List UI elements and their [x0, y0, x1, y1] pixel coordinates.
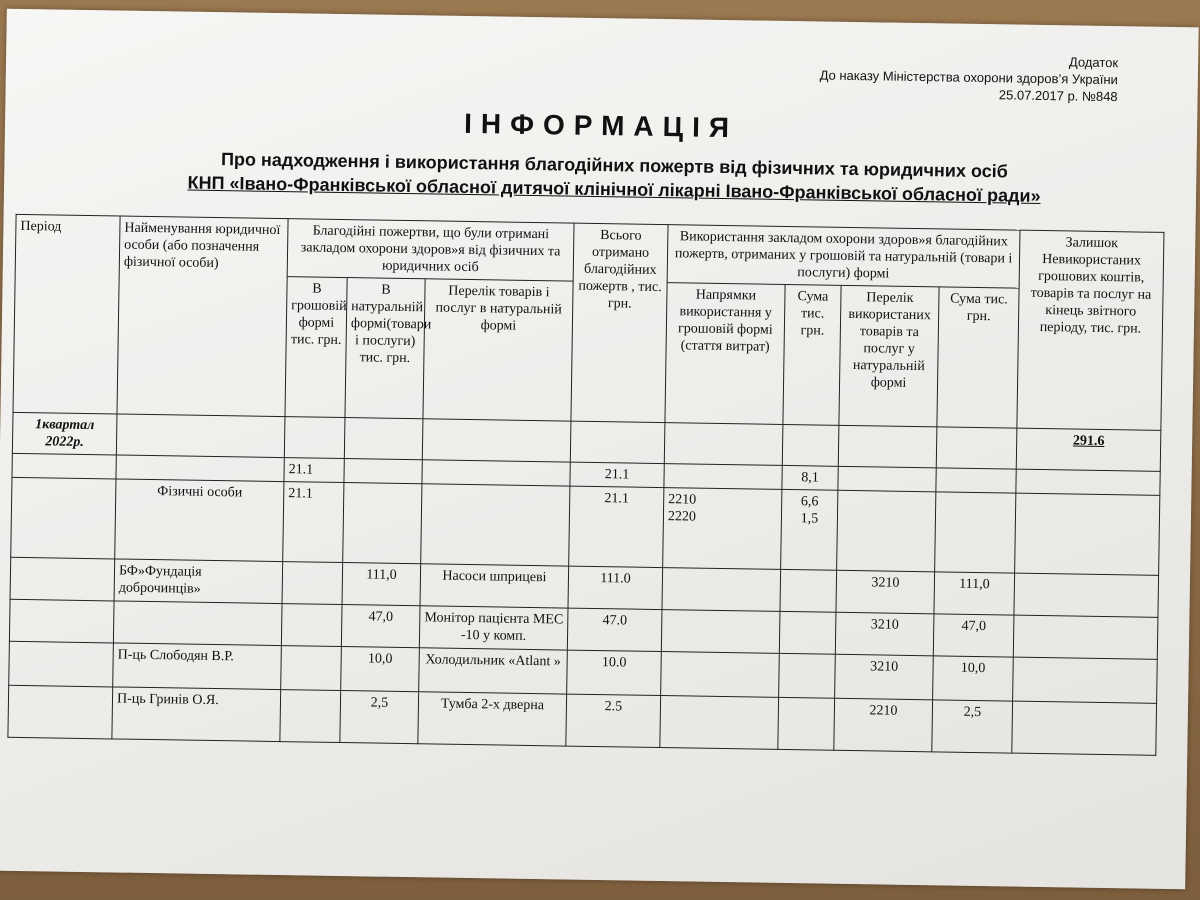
row-sum-goods: 10,0: [933, 656, 1014, 701]
row-natural: [344, 459, 422, 484]
row-name: П-ць Гринів О.Я.: [112, 687, 281, 742]
row-total: 21.1: [570, 462, 664, 487]
row-sum-goods: 47,0: [933, 614, 1014, 657]
header-sum-goods: Сума тис. грн.: [937, 287, 1019, 428]
annex-block: [819, 49, 1118, 105]
row-total: 111.0: [568, 566, 663, 609]
direction-code: 2220: [667, 509, 697, 525]
document-page: [0, 9, 1199, 890]
period-cell: 1квартал 2022р.: [12, 412, 117, 455]
sum-value: 6,6: [800, 494, 819, 510]
annex-line: 25.07.2017 р. №848: [998, 87, 1118, 105]
header-period: Період: [13, 214, 120, 414]
header-balance: Залишок Невикористаних грошових коштів, товарів та послуг на кінець звітного періоду, тис. грн.: [1017, 230, 1164, 430]
row-used-goods: 2210: [834, 698, 933, 752]
row-sum-goods: 111,0: [934, 572, 1015, 615]
row-total: 47.0: [567, 608, 662, 651]
row-used-goods: 3210: [835, 654, 934, 700]
row-goods: Тумба 2-х дверна: [418, 692, 567, 746]
row-name: [113, 601, 282, 646]
direction-code: 2210: [668, 492, 697, 508]
document-title: ІНФОРМАЦІЯ: [463, 107, 739, 144]
row-name: БФ»Фундація доброчинців»: [114, 559, 283, 604]
row-sum-cash: [781, 489, 838, 570]
header-total: Всього отримано благодійних пожертв , тис. грн.: [571, 223, 668, 422]
row-natural: 2,5: [340, 691, 419, 744]
header-used-goods: Перелік використаних товарів та послуг у натуральній формі: [839, 285, 939, 427]
header-usage: Використання закладом охорони здоров»я благодійних пожертв, отриманих у грошовій та натуральній (товари і послуги) формі: [667, 225, 1020, 289]
row-name: Фізичні особи: [115, 479, 284, 562]
sum-value: 1,5: [800, 511, 819, 527]
row-total: 10.0: [567, 650, 662, 695]
header-directions: Напрямки використання у грошовій формі (стаття витрат): [665, 283, 785, 425]
row-sum-cash: 8,1: [782, 465, 838, 490]
row-directions: [663, 488, 782, 570]
row-name: [116, 455, 284, 482]
row-used-goods: 3210: [835, 612, 934, 656]
row-name: П-ць Слободян В.Р.: [113, 643, 282, 690]
subtitle-line: Про надходження і використання благодійних пожертв від фізичних та юридичних осіб: [220, 149, 1009, 182]
row-total: 2.5: [566, 694, 661, 747]
row-used-goods: 3210: [836, 570, 935, 614]
row-natural: 47,0: [341, 605, 420, 648]
balance-value: 291.6: [1016, 428, 1161, 471]
annex-line: До наказу Міністерства охорони здоров’я України: [819, 67, 1118, 88]
header-sum-cash: Сума тис. грн.: [783, 284, 841, 425]
row-natural: 10,0: [341, 647, 420, 692]
row-goods: Насоси шприцеві: [420, 564, 569, 608]
header-donations: Благодійні пожертви, що були отримані закладом охорони здоров»я від фізичних та юридичних осіб: [287, 219, 574, 281]
header-natural: В натуральній формі(товари і послуги) тис. грн.: [345, 278, 425, 419]
document-subtitle: [154, 146, 1075, 208]
row-goods: [422, 460, 570, 486]
institution-name: КНП «Івано-Франківської обласної дитячої клінічної лікарні Івано-Франківської обласної ради»: [187, 172, 1041, 206]
donations-table: [7, 214, 1164, 756]
row-goods: Холодильник «Atlant »: [419, 648, 568, 694]
row-natural: 111,0: [342, 563, 421, 606]
header-name: Найменування юридичної особи (або позначення фізичної особи): [117, 216, 288, 417]
header-row: [15, 214, 1164, 290]
row-goods: Монітор пацієнта МЕС -10 у комп.: [419, 606, 568, 650]
row-total: 21.1: [569, 486, 664, 567]
annex-line: Додаток: [1068, 54, 1119, 71]
row-sum-goods: 2,5: [932, 700, 1013, 753]
row-cash: 21.1: [283, 482, 344, 563]
row-cash: 21.1: [284, 458, 344, 483]
header-goods-list: Перелік товарів і послуг в натуральній формі: [423, 279, 573, 421]
header-cash: В грошовій формі тис. грн.: [285, 277, 347, 418]
